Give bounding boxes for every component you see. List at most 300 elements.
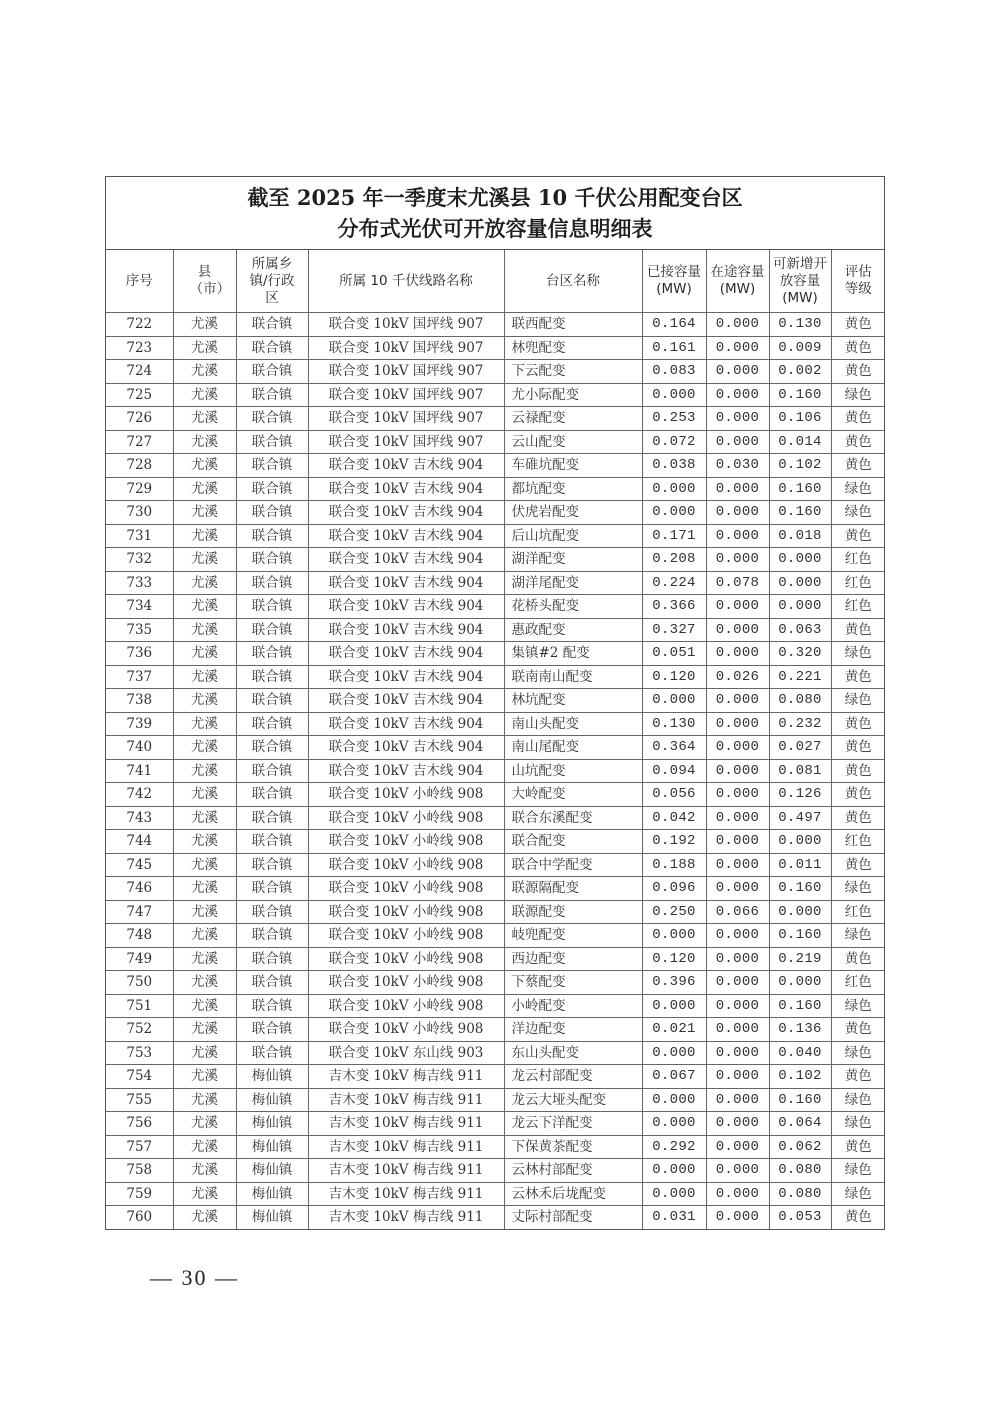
cell-connected-capacity: 0.224	[642, 571, 706, 595]
header-station-name: 台区名称	[504, 250, 642, 313]
cell-station-name: 小岭配变	[504, 994, 642, 1018]
cell-pending-capacity: 0.000	[706, 806, 769, 830]
cell-pending-capacity: 0.000	[706, 736, 769, 760]
cell-pending-capacity: 0.000	[706, 1065, 769, 1089]
cell-pending-capacity: 0.000	[706, 618, 769, 642]
cell-seq: 756	[106, 1112, 173, 1136]
table-row	[106, 877, 885, 901]
cell-rating: 绿色	[831, 689, 885, 713]
table-row	[106, 430, 885, 454]
cell-connected-capacity: 0.072	[642, 430, 706, 454]
header-line-name: 所属 10 千伏线路名称	[308, 250, 504, 313]
cell-connected-capacity: 0.038	[642, 454, 706, 478]
cell-rating: 绿色	[831, 1112, 885, 1136]
cell-county: 尤溪	[173, 336, 236, 360]
table-row	[106, 1088, 885, 1112]
cell-pending-capacity: 0.000	[706, 1135, 769, 1159]
cell-county: 尤溪	[173, 759, 236, 783]
cell-rating: 黄色	[831, 736, 885, 760]
table-row	[106, 947, 885, 971]
table-row	[106, 1135, 885, 1159]
cell-county: 尤溪	[173, 1159, 236, 1183]
cell-town: 梅仙镇	[236, 1159, 308, 1183]
cell-available-capacity: 0.018	[769, 524, 831, 548]
cell-pending-capacity: 0.000	[706, 1206, 769, 1229]
cell-line-name: 联合变 10kV 吉木线 904	[308, 454, 504, 478]
cell-town: 联合镇	[236, 1018, 308, 1042]
table-row	[106, 853, 885, 877]
cell-line-name: 吉木变 10kV 梅吉线 911	[308, 1088, 504, 1112]
cell-station-name: 下云配变	[504, 360, 642, 384]
table-row	[106, 313, 885, 337]
cell-station-name: 联合东溪配变	[504, 806, 642, 830]
cell-town: 联合镇	[236, 1041, 308, 1065]
cell-seq: 752	[106, 1018, 173, 1042]
cell-town: 联合镇	[236, 336, 308, 360]
cell-station-name: 联合配变	[504, 830, 642, 854]
cell-town: 联合镇	[236, 430, 308, 454]
cell-station-name: 丈际村部配变	[504, 1206, 642, 1229]
cell-pending-capacity: 0.000	[706, 1041, 769, 1065]
cell-line-name: 联合变 10kV 吉木线 904	[308, 571, 504, 595]
cell-station-name: 尤小际配变	[504, 383, 642, 407]
cell-rating: 绿色	[831, 1159, 885, 1183]
table-row	[106, 1182, 885, 1206]
cell-rating: 黄色	[831, 1018, 885, 1042]
cell-county: 尤溪	[173, 383, 236, 407]
cell-connected-capacity: 0.000	[642, 1182, 706, 1206]
table-row	[106, 900, 885, 924]
cell-pending-capacity: 0.026	[706, 665, 769, 689]
cell-rating: 绿色	[831, 501, 885, 525]
cell-rating: 绿色	[831, 994, 885, 1018]
cell-rating: 红色	[831, 595, 885, 619]
cell-county: 尤溪	[173, 1088, 236, 1112]
cell-county: 尤溪	[173, 501, 236, 525]
cell-connected-capacity: 0.000	[642, 1159, 706, 1183]
table-row	[106, 1065, 885, 1089]
cell-seq: 726	[106, 407, 173, 431]
cell-station-name: 联西配变	[504, 313, 642, 337]
cell-county: 尤溪	[173, 430, 236, 454]
cell-county: 尤溪	[173, 736, 236, 760]
cell-county: 尤溪	[173, 548, 236, 572]
table-row	[106, 477, 885, 501]
cell-pending-capacity: 0.000	[706, 524, 769, 548]
cell-line-name: 联合变 10kV 吉木线 904	[308, 736, 504, 760]
cell-connected-capacity: 0.021	[642, 1018, 706, 1042]
cell-rating: 绿色	[831, 477, 885, 501]
cell-available-capacity: 0.002	[769, 360, 831, 384]
capacity-table-sheet	[105, 176, 885, 1230]
cell-line-name: 联合变 10kV 国坪线 907	[308, 336, 504, 360]
cell-seq: 738	[106, 689, 173, 713]
cell-seq: 758	[106, 1159, 173, 1183]
cell-available-capacity: 0.160	[769, 383, 831, 407]
cell-pending-capacity: 0.000	[706, 1112, 769, 1136]
cell-station-name: 林兜配变	[504, 336, 642, 360]
cell-town: 联合镇	[236, 712, 308, 736]
cell-town: 联合镇	[236, 501, 308, 525]
cell-line-name: 吉木变 10kV 梅吉线 911	[308, 1182, 504, 1206]
cell-town: 梅仙镇	[236, 1206, 308, 1229]
cell-station-name: 大岭配变	[504, 783, 642, 807]
cell-county: 尤溪	[173, 665, 236, 689]
cell-rating: 红色	[831, 971, 885, 995]
table-row	[106, 336, 885, 360]
cell-line-name: 联合变 10kV 国坪线 907	[308, 383, 504, 407]
cell-connected-capacity: 0.000	[642, 1112, 706, 1136]
cell-line-name: 联合变 10kV 小岭线 908	[308, 971, 504, 995]
cell-town: 联合镇	[236, 971, 308, 995]
cell-line-name: 联合变 10kV 吉木线 904	[308, 548, 504, 572]
cell-line-name: 联合变 10kV 小岭线 908	[308, 806, 504, 830]
cell-available-capacity: 0.027	[769, 736, 831, 760]
cell-town: 联合镇	[236, 548, 308, 572]
cell-rating: 黄色	[831, 336, 885, 360]
cell-available-capacity: 0.160	[769, 477, 831, 501]
cell-available-capacity: 0.232	[769, 712, 831, 736]
cell-county: 尤溪	[173, 1018, 236, 1042]
cell-line-name: 联合变 10kV 吉木线 904	[308, 477, 504, 501]
cell-line-name: 联合变 10kV 吉木线 904	[308, 618, 504, 642]
cell-town: 梅仙镇	[236, 1182, 308, 1206]
cell-connected-capacity: 0.000	[642, 501, 706, 525]
cell-connected-capacity: 0.120	[642, 665, 706, 689]
cell-town: 梅仙镇	[236, 1065, 308, 1089]
cell-seq: 751	[106, 994, 173, 1018]
cell-seq: 722	[106, 313, 173, 337]
table-row	[106, 383, 885, 407]
cell-connected-capacity: 0.094	[642, 759, 706, 783]
cell-line-name: 联合变 10kV 吉木线 904	[308, 759, 504, 783]
cell-county: 尤溪	[173, 689, 236, 713]
cell-rating: 黄色	[831, 665, 885, 689]
cell-connected-capacity: 0.188	[642, 853, 706, 877]
cell-county: 尤溪	[173, 642, 236, 666]
capacity-table	[106, 250, 885, 1229]
cell-line-name: 联合变 10kV 国坪线 907	[308, 360, 504, 384]
cell-connected-capacity: 0.250	[642, 900, 706, 924]
cell-seq: 735	[106, 618, 173, 642]
cell-available-capacity: 0.130	[769, 313, 831, 337]
cell-available-capacity: 0.160	[769, 994, 831, 1018]
cell-seq: 737	[106, 665, 173, 689]
title-line-2: 分布式光伏可开放容量信息明细表	[337, 216, 653, 241]
cell-available-capacity: 0.011	[769, 853, 831, 877]
cell-rating: 黄色	[831, 712, 885, 736]
cell-station-name: 洋边配变	[504, 1018, 642, 1042]
cell-available-capacity: 0.160	[769, 501, 831, 525]
cell-station-name: 南山头配变	[504, 712, 642, 736]
table-row	[106, 806, 885, 830]
cell-seq: 755	[106, 1088, 173, 1112]
cell-connected-capacity: 0.161	[642, 336, 706, 360]
cell-rating: 红色	[831, 571, 885, 595]
cell-station-name: 云林村部配变	[504, 1159, 642, 1183]
cell-pending-capacity: 0.000	[706, 548, 769, 572]
cell-seq: 757	[106, 1135, 173, 1159]
cell-pending-capacity: 0.000	[706, 924, 769, 948]
cell-line-name: 联合变 10kV 小岭线 908	[308, 853, 504, 877]
table-row	[106, 971, 885, 995]
cell-rating: 黄色	[831, 313, 885, 337]
table-row	[106, 501, 885, 525]
cell-station-name: 龙云村部配变	[504, 1065, 642, 1089]
cell-line-name: 吉木变 10kV 梅吉线 911	[308, 1065, 504, 1089]
table-row	[106, 360, 885, 384]
cell-pending-capacity: 0.000	[706, 1018, 769, 1042]
cell-line-name: 联合变 10kV 小岭线 908	[308, 783, 504, 807]
cell-connected-capacity: 0.000	[642, 689, 706, 713]
table-row	[106, 1018, 885, 1042]
cell-connected-capacity: 0.253	[642, 407, 706, 431]
cell-station-name: 东山头配变	[504, 1041, 642, 1065]
cell-available-capacity: 0.040	[769, 1041, 831, 1065]
header-connected-capacity: 已接容量(MW)	[642, 250, 706, 313]
cell-rating: 黄色	[831, 524, 885, 548]
cell-rating: 黄色	[831, 1206, 885, 1229]
cell-station-name: 集镇#2 配变	[504, 642, 642, 666]
cell-county: 尤溪	[173, 524, 236, 548]
cell-pending-capacity: 0.000	[706, 407, 769, 431]
cell-available-capacity: 0.160	[769, 877, 831, 901]
header-row	[106, 250, 885, 313]
cell-line-name: 联合变 10kV 国坪线 907	[308, 313, 504, 337]
cell-available-capacity: 0.000	[769, 900, 831, 924]
cell-county: 尤溪	[173, 994, 236, 1018]
cell-available-capacity: 0.160	[769, 1088, 831, 1112]
cell-available-capacity: 0.000	[769, 548, 831, 572]
cell-county: 尤溪	[173, 477, 236, 501]
cell-county: 尤溪	[173, 595, 236, 619]
cell-seq: 759	[106, 1182, 173, 1206]
cell-connected-capacity: 0.067	[642, 1065, 706, 1089]
cell-town: 联合镇	[236, 783, 308, 807]
cell-station-name: 联合中学配变	[504, 853, 642, 877]
cell-connected-capacity: 0.292	[642, 1135, 706, 1159]
cell-available-capacity: 0.106	[769, 407, 831, 431]
table-row	[106, 665, 885, 689]
cell-pending-capacity: 0.000	[706, 1088, 769, 1112]
cell-county: 尤溪	[173, 900, 236, 924]
cell-connected-capacity: 0.083	[642, 360, 706, 384]
cell-town: 联合镇	[236, 900, 308, 924]
cell-town: 联合镇	[236, 360, 308, 384]
cell-available-capacity: 0.053	[769, 1206, 831, 1229]
cell-seq: 745	[106, 853, 173, 877]
cell-seq: 760	[106, 1206, 173, 1229]
cell-connected-capacity: 0.000	[642, 383, 706, 407]
cell-town: 联合镇	[236, 571, 308, 595]
cell-line-name: 联合变 10kV 吉木线 904	[308, 642, 504, 666]
cell-seq: 736	[106, 642, 173, 666]
cell-seq: 743	[106, 806, 173, 830]
cell-county: 尤溪	[173, 454, 236, 478]
cell-town: 联合镇	[236, 595, 308, 619]
cell-seq: 748	[106, 924, 173, 948]
cell-town: 联合镇	[236, 689, 308, 713]
cell-connected-capacity: 0.096	[642, 877, 706, 901]
cell-pending-capacity: 0.000	[706, 383, 769, 407]
cell-line-name: 联合变 10kV 国坪线 907	[308, 430, 504, 454]
header-available-capacity: 可新增开放容量(MW)	[769, 250, 831, 313]
cell-rating: 红色	[831, 548, 885, 572]
table-row	[106, 618, 885, 642]
cell-available-capacity: 0.009	[769, 336, 831, 360]
cell-town: 联合镇	[236, 313, 308, 337]
cell-connected-capacity: 0.164	[642, 313, 706, 337]
table-row	[106, 759, 885, 783]
table-row	[106, 830, 885, 854]
cell-county: 尤溪	[173, 618, 236, 642]
cell-line-name: 联合变 10kV 小岭线 908	[308, 947, 504, 971]
cell-town: 联合镇	[236, 830, 308, 854]
cell-station-name: 山坑配变	[504, 759, 642, 783]
cell-line-name: 吉木变 10kV 梅吉线 911	[308, 1206, 504, 1229]
cell-town: 联合镇	[236, 524, 308, 548]
cell-connected-capacity: 0.364	[642, 736, 706, 760]
cell-seq: 724	[106, 360, 173, 384]
cell-connected-capacity: 0.000	[642, 1041, 706, 1065]
cell-available-capacity: 0.064	[769, 1112, 831, 1136]
cell-available-capacity: 0.320	[769, 642, 831, 666]
cell-pending-capacity: 0.000	[706, 853, 769, 877]
cell-seq: 733	[106, 571, 173, 595]
cell-rating: 绿色	[831, 924, 885, 948]
cell-county: 尤溪	[173, 712, 236, 736]
cell-available-capacity: 0.221	[769, 665, 831, 689]
cell-available-capacity: 0.080	[769, 689, 831, 713]
cell-pending-capacity: 0.000	[706, 994, 769, 1018]
cell-seq: 727	[106, 430, 173, 454]
cell-seq: 728	[106, 454, 173, 478]
cell-station-name: 南山尾配变	[504, 736, 642, 760]
cell-rating: 绿色	[831, 642, 885, 666]
cell-pending-capacity: 0.000	[706, 877, 769, 901]
cell-station-name: 联南南山配变	[504, 665, 642, 689]
cell-connected-capacity: 0.171	[642, 524, 706, 548]
cell-seq: 741	[106, 759, 173, 783]
cell-connected-capacity: 0.192	[642, 830, 706, 854]
cell-pending-capacity: 0.000	[706, 595, 769, 619]
cell-line-name: 联合变 10kV 小岭线 908	[308, 830, 504, 854]
table-row	[106, 924, 885, 948]
cell-pending-capacity: 0.000	[706, 477, 769, 501]
cell-county: 尤溪	[173, 1041, 236, 1065]
cell-station-name: 龙云下洋配变	[504, 1112, 642, 1136]
cell-town: 联合镇	[236, 642, 308, 666]
cell-rating: 绿色	[831, 1182, 885, 1206]
cell-available-capacity: 0.102	[769, 1065, 831, 1089]
table-row	[106, 689, 885, 713]
cell-line-name: 联合变 10kV 小岭线 908	[308, 994, 504, 1018]
cell-seq: 731	[106, 524, 173, 548]
cell-rating: 黄色	[831, 618, 885, 642]
cell-station-name: 联源隔配变	[504, 877, 642, 901]
table-row	[106, 783, 885, 807]
cell-connected-capacity: 0.000	[642, 994, 706, 1018]
cell-station-name: 湖洋配变	[504, 548, 642, 572]
page-number: — 30 —	[150, 1265, 239, 1290]
cell-pending-capacity: 0.000	[706, 759, 769, 783]
table-row	[106, 712, 885, 736]
cell-seq: 732	[106, 548, 173, 572]
table-row	[106, 642, 885, 666]
cell-available-capacity: 0.000	[769, 595, 831, 619]
cell-connected-capacity: 0.208	[642, 548, 706, 572]
cell-line-name: 联合变 10kV 小岭线 908	[308, 924, 504, 948]
table-row	[106, 548, 885, 572]
cell-rating: 绿色	[831, 1041, 885, 1065]
cell-available-capacity: 0.126	[769, 783, 831, 807]
cell-pending-capacity: 0.000	[706, 360, 769, 384]
table-title	[106, 177, 884, 250]
cell-line-name: 吉木变 10kV 梅吉线 911	[308, 1112, 504, 1136]
cell-station-name: 林坑配变	[504, 689, 642, 713]
cell-line-name: 联合变 10kV 吉木线 904	[308, 689, 504, 713]
cell-county: 尤溪	[173, 313, 236, 337]
cell-line-name: 联合变 10kV 小岭线 908	[308, 877, 504, 901]
cell-pending-capacity: 0.000	[706, 501, 769, 525]
cell-pending-capacity: 0.000	[706, 1182, 769, 1206]
cell-line-name: 联合变 10kV 国坪线 907	[308, 407, 504, 431]
cell-town: 联合镇	[236, 806, 308, 830]
cell-county: 尤溪	[173, 1065, 236, 1089]
cell-town: 联合镇	[236, 383, 308, 407]
cell-line-name: 联合变 10kV 小岭线 908	[308, 1018, 504, 1042]
cell-available-capacity: 0.102	[769, 454, 831, 478]
cell-station-name: 云林禾后垅配变	[504, 1182, 642, 1206]
cell-seq: 754	[106, 1065, 173, 1089]
cell-available-capacity: 0.000	[769, 971, 831, 995]
cell-connected-capacity: 0.120	[642, 947, 706, 971]
cell-available-capacity: 0.080	[769, 1159, 831, 1183]
cell-pending-capacity: 0.000	[706, 947, 769, 971]
cell-county: 尤溪	[173, 360, 236, 384]
cell-pending-capacity: 0.000	[706, 712, 769, 736]
cell-station-name: 惠政配变	[504, 618, 642, 642]
cell-line-name: 联合变 10kV 吉木线 904	[308, 665, 504, 689]
cell-rating: 红色	[831, 900, 885, 924]
cell-seq: 753	[106, 1041, 173, 1065]
cell-pending-capacity: 0.000	[706, 313, 769, 337]
cell-station-name: 西边配变	[504, 947, 642, 971]
cell-connected-capacity: 0.327	[642, 618, 706, 642]
cell-station-name: 伏虎岩配变	[504, 501, 642, 525]
cell-station-name: 龙云大垭头配变	[504, 1088, 642, 1112]
table-row	[106, 994, 885, 1018]
cell-station-name: 车碓坑配变	[504, 454, 642, 478]
cell-seq: 739	[106, 712, 173, 736]
cell-rating: 黄色	[831, 1135, 885, 1159]
cell-connected-capacity: 0.000	[642, 477, 706, 501]
cell-rating: 绿色	[831, 383, 885, 407]
cell-pending-capacity: 0.030	[706, 454, 769, 478]
cell-pending-capacity: 0.000	[706, 1159, 769, 1183]
cell-connected-capacity: 0.396	[642, 971, 706, 995]
cell-connected-capacity: 0.000	[642, 924, 706, 948]
cell-rating: 黄色	[831, 947, 885, 971]
table-row	[106, 571, 885, 595]
cell-station-name: 云禄配变	[504, 407, 642, 431]
cell-pending-capacity: 0.000	[706, 642, 769, 666]
cell-station-name: 后山坑配变	[504, 524, 642, 548]
cell-pending-capacity: 0.000	[706, 830, 769, 854]
table-row	[106, 454, 885, 478]
cell-line-name: 联合变 10kV 吉木线 904	[308, 595, 504, 619]
cell-available-capacity: 0.062	[769, 1135, 831, 1159]
